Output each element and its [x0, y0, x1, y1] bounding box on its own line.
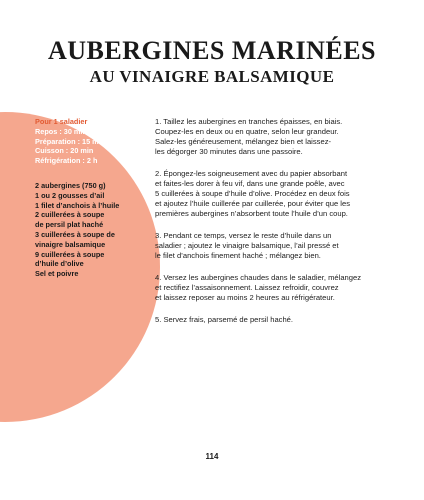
step-line: saladier ; ajoutez le vinaigre balsamique, l’ail pressé et	[155, 241, 339, 250]
prep-time: Préparation : 15 min	[35, 136, 106, 146]
step-line: les dégorger 30 minutes dans une passoire.	[155, 147, 303, 156]
recipe-meta	[35, 117, 155, 166]
step-line: le filet d’anchois finement haché ; mélangez bien.	[155, 251, 321, 260]
step-line: et ajoutez l’huile cuillerée par cuillerée, pour éviter que les	[155, 199, 351, 208]
ingredient-line: vinaigre balsamique	[35, 239, 106, 249]
step-line: 3. Pendant ce temps, versez le reste d’huile dans un	[155, 231, 332, 240]
chill-time: Réfrigération : 2 h	[35, 156, 98, 166]
step-line: et laissez reposer au moins 2 heures au réfrigérateur.	[155, 293, 335, 302]
step-line: 5. Servez frais, parsemé de persil haché.	[155, 315, 294, 324]
step-line: 5 cuillerées à soupe d’huile d’olive. Procédez en deux fois	[155, 189, 350, 198]
step-5	[155, 315, 405, 325]
ingredient-line: Sel et poivre	[35, 269, 79, 279]
ingredient-line: d’huile d’olive	[35, 259, 84, 269]
servings: Pour 1 saladier	[35, 117, 88, 126]
ingredient-line: 3 cuillerées à soupe de	[35, 229, 115, 239]
ingredient-line: 1 filet d’anchois à l’huile	[35, 200, 120, 210]
step-4	[155, 273, 405, 303]
step-1	[155, 117, 405, 157]
instructions	[155, 117, 405, 337]
ingredients-list	[35, 181, 155, 279]
ingredient-line: 1 ou 2 gousses d’ail	[35, 190, 105, 200]
step-line: Salez-les généreusement, mélangez bien et laissez-	[155, 137, 332, 146]
step-2	[155, 169, 405, 219]
step-line: Coupez-les en deux ou en quatre, selon leur grandeur.	[155, 127, 339, 136]
title-subtitle: AU VINAIGRE BALSAMIQUE	[89, 67, 335, 86]
step-line: 1. Taillez les aubergines en tranches épaisses, en biais.	[155, 117, 343, 126]
title-main: AUBERGINES MARINÉES	[47, 36, 377, 65]
ingredient-line: 2 aubergines (750 g)	[35, 181, 106, 190]
recipe-title	[0, 36, 424, 87]
step-3	[155, 231, 405, 261]
step-line: et faites-les dorer à feu vif, dans une grande poêle, avec	[155, 179, 345, 188]
cook-time: Cuisson : 20 min	[35, 146, 94, 156]
ingredient-line: 9 cuillerées à soupe	[35, 249, 105, 259]
page-number: 114	[205, 452, 219, 461]
step-line: 2. Épongez-les soigneusement avec du papier absorbant	[155, 169, 348, 178]
step-line: 4. Versez les aubergines chaudes dans le saladier, mélangez	[155, 273, 362, 282]
step-line: et rectifiez l’assaisonnement. Laissez refroidir, couvrez	[155, 283, 339, 292]
ingredient-line: de persil plat haché	[35, 220, 104, 230]
ingredient-line: 2 cuillerées à soupe	[35, 210, 105, 220]
rest-time: Repos : 30 min	[35, 126, 87, 136]
step-line: premières aubergines n’absorbent toute l’huile d’un coup.	[155, 209, 348, 218]
